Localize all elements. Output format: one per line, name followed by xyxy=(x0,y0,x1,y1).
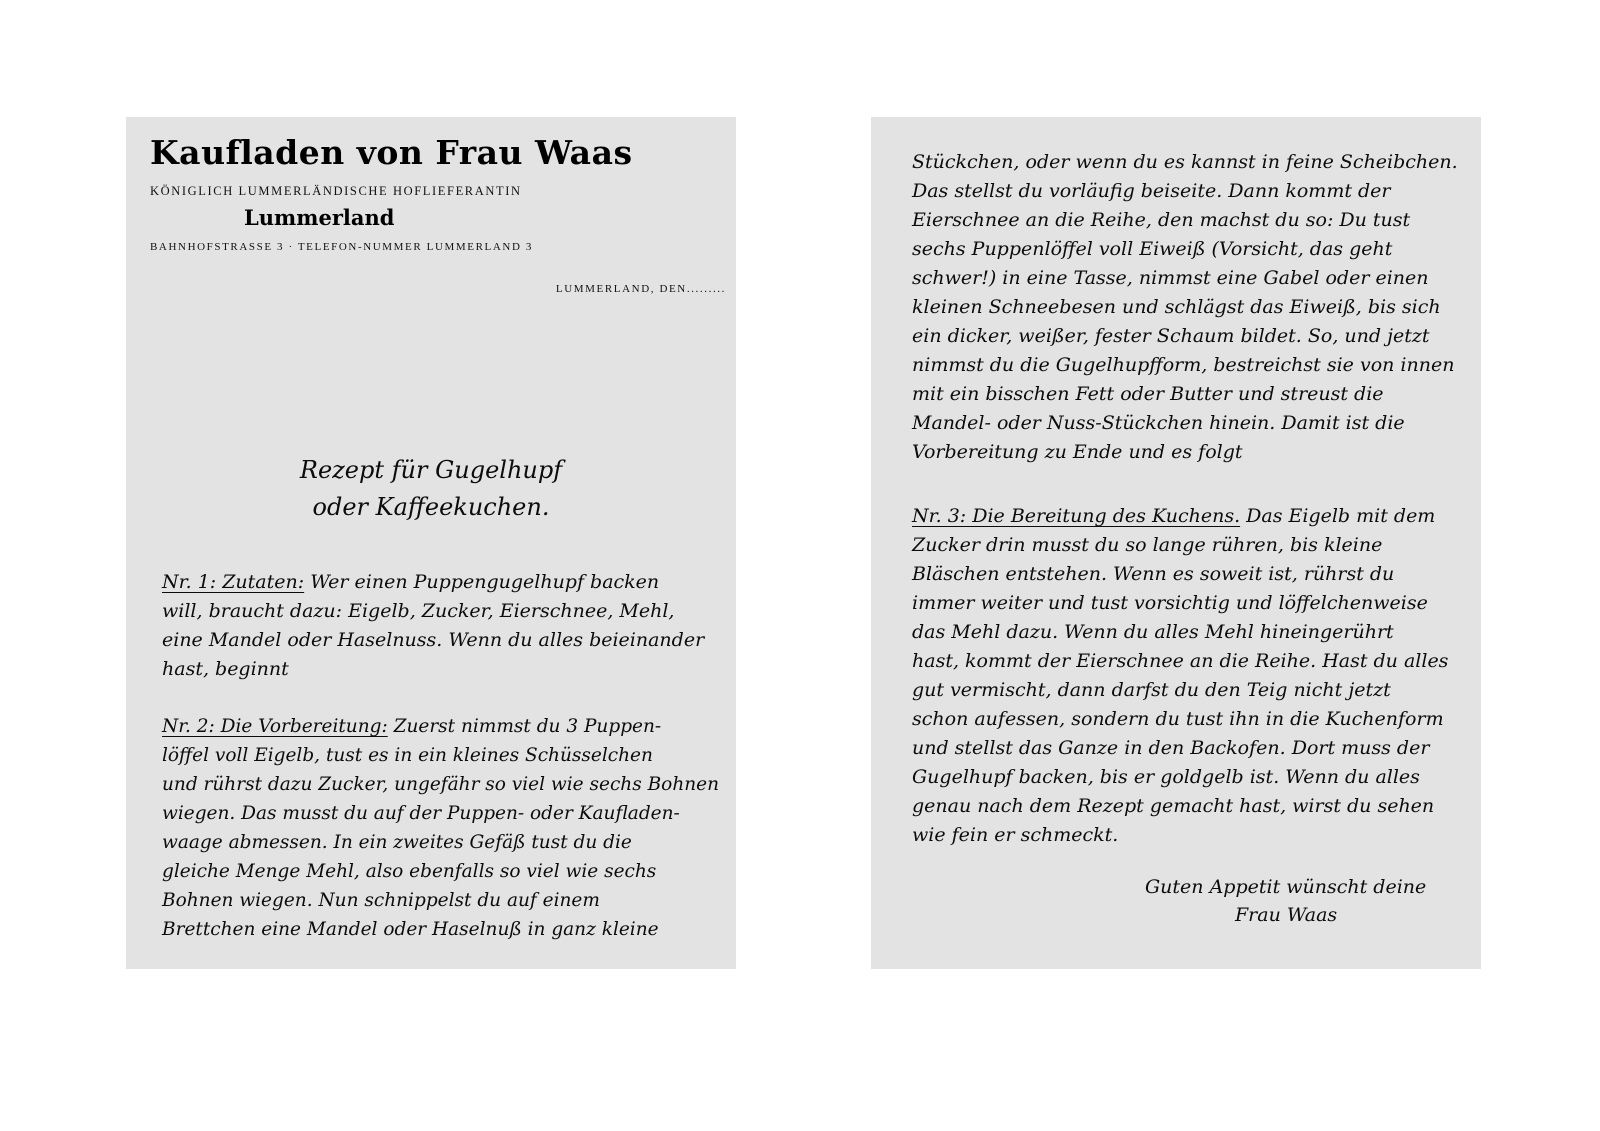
recipe-title-line: oder Kaffeekuchen. xyxy=(312,493,550,521)
section-label: Nr. 2: Die Vorbereitung: xyxy=(162,716,388,737)
text-line: gut vermischt, dann darfst du den Teig nicht jetzt xyxy=(912,679,1391,701)
text-fragment: Wer einen Puppengugelhupf backen xyxy=(304,571,660,593)
text-line: Zucker drin musst du so lange rühren, bis kleine xyxy=(912,534,1383,556)
text-line: immer weiter und tust vorsichtig und löffelchenweise xyxy=(912,592,1428,614)
text-line: kleinen Schneebesen und schlägst das Eiweiß, bis sich xyxy=(912,296,1441,318)
text-fragment: Das Eigelb mit dem xyxy=(1240,505,1436,527)
text-line: waage abmessen. In ein zweites Gefäß tust du die xyxy=(162,832,632,853)
text-line: und stellst das Ganze in den Backofen. Dort muss der xyxy=(912,737,1430,759)
closing-signature: Frau Waas xyxy=(1235,904,1338,926)
section-label: Nr. 3: Die Bereitung des Kuchens. xyxy=(912,505,1241,527)
text-line: mit ein bisschen Fett oder Butter und streust die xyxy=(912,383,1384,405)
letterhead-address: BAHNHOFSTRASSE 3 · TELEFON-NUMMER LUMMERLAND 3 xyxy=(150,241,533,253)
text-line: ein dicker, weißer, fester Schaum bildet. So, und jetzt xyxy=(912,325,1430,347)
text-line: Bohnen wiegen. Nun schnippelst du auf einem xyxy=(162,890,600,911)
text-line xyxy=(912,502,1448,531)
letterhead-subtitle: KÖNIGLICH LUMMERLÄNDISCHE HOFLIEFERANTIN xyxy=(150,184,522,198)
text-line: nimmst du die Gugelhupfform, bestreichst sie von innen xyxy=(912,354,1455,376)
text-line: wie fein er schmeckt. xyxy=(912,824,1119,846)
text-line: schwer!) in eine Tasse, nimmst eine Gabel oder einen xyxy=(912,267,1429,289)
text-line: Mandel- oder Nuss-Stückchen hinein. Damit ist die xyxy=(912,412,1405,434)
text-line xyxy=(162,712,719,741)
text-line: Gugelhupf backen, bis er goldgelb ist. Wenn du alles xyxy=(912,766,1420,788)
text-fragment: Zuerst nimmst du 3 Puppen- xyxy=(387,716,662,737)
letterhead-city: Lummerland xyxy=(244,205,395,230)
text-line xyxy=(162,568,704,597)
text-line: genau nach dem Rezept gemacht hast, wirst du sehen xyxy=(912,795,1435,817)
text-line: hast, kommt der Eierschnee an die Reihe. Hast du alles xyxy=(912,650,1449,672)
section-baking xyxy=(912,502,1448,850)
letter-page-right xyxy=(871,117,1481,969)
text-line: Vorbereitung zu Ende und es folgt xyxy=(912,441,1243,463)
letterhead-date-line: LUMMERLAND, DEN......... xyxy=(555,283,726,295)
letter-page-left xyxy=(126,117,736,969)
text-line: Das stellst du vorläufig beiseite. Dann kommt der xyxy=(912,180,1391,202)
section-preparation xyxy=(162,712,719,944)
text-line: Stückchen, oder wenn du es kannst in feine Scheibchen. xyxy=(912,151,1458,173)
section-label: Nr. 1: Zutaten: xyxy=(162,571,305,593)
recipe-title-line: Rezept für Gugelhupf xyxy=(299,456,563,484)
text-line: will, braucht dazu: Eigelb, Zucker, Eierschnee, Mehl, xyxy=(162,600,675,622)
closing-greeting: Guten Appetit wünscht deine xyxy=(1145,876,1427,898)
text-line: Brettchen eine Mandel oder Haselnuß in ganz kleine xyxy=(162,919,659,940)
section-preparation-continued xyxy=(912,148,1458,467)
text-line: gleiche Menge Mehl, also ebenfalls so viel wie sechs xyxy=(162,861,657,882)
section-ingredients xyxy=(162,568,704,684)
text-line: wiegen. Das musst du auf der Puppen- oder Kaufladen- xyxy=(162,803,680,824)
text-line: schon aufessen, sondern du tust ihn in die Kuchenform xyxy=(912,708,1444,730)
recipe-title xyxy=(126,452,736,526)
text-line: das Mehl dazu. Wenn du alles Mehl hineingerührt xyxy=(912,621,1394,643)
text-line: sechs Puppenlöffel voll Eiweiß (Vorsicht, das geht xyxy=(912,238,1393,260)
text-line: Eierschnee an die Reihe, den machst du so: Du tust xyxy=(912,209,1411,231)
letterhead-shop-name: Kaufladen von Frau Waas xyxy=(150,133,633,172)
text-line: löffel voll Eigelb, tust es in ein kleines Schüsselchen xyxy=(162,745,653,766)
text-line: Bläschen entstehen. Wenn es soweit ist, rührst du xyxy=(912,563,1395,585)
text-line: hast, beginnt xyxy=(162,658,289,680)
text-line: und rührst dazu Zucker, ungefähr so viel wie sechs Bohnen xyxy=(162,774,720,795)
text-line: eine Mandel oder Haselnuss. Wenn du alles beieinander xyxy=(162,629,705,651)
